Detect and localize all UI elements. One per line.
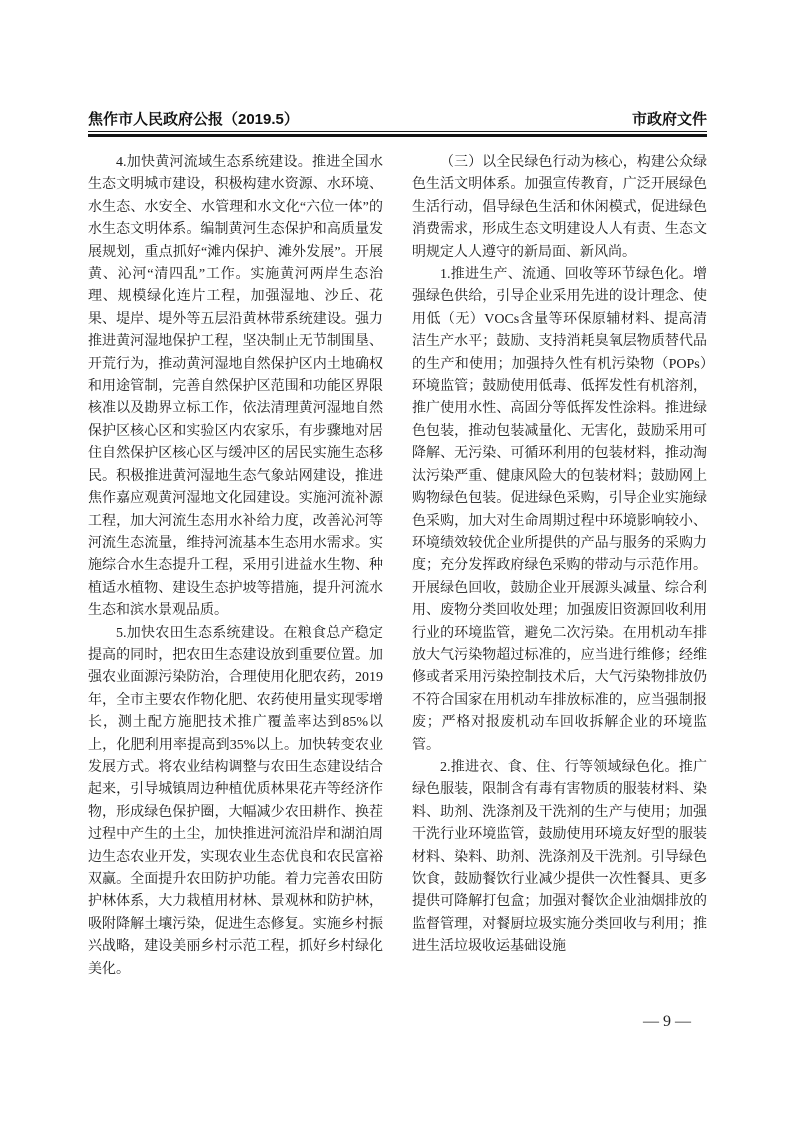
header-divider [88,131,707,137]
paragraph: 4.加快黄河流域生态系统建设。推进全国水生态文明城市建设，积极构建水资源、水环境、水生态、水安全、水管理和水文化“六位一体”的水生态文明体系。编制黄河生态保护和高质量发展规划，重点抓好“滩内保护、滩外发展”。开展黄、沁河“清四乱”工作。实施黄河两岸生态治理、规模绿化连片工程，加强湿地、沙丘、花果、堤岸、堤外等五层沿黄林带系统建设。强力推进黄河湿地保护工程，坚决制止无节制围垦、开荒行为，推动黄河湿地自然保护区内土地确权和用途管制，完善自然保护区范围和功能区界限核准以及勘界立标工作，依法清理黄河湿地自然保护区核心区和实验区内农家乐，有步骤地对居住自然保护区核心区与缓冲区的居民实施生态移民。积极推进黄河湿地生态气象站网建设，推进焦作嘉应观黄河湿地文化园建设。实施河流补源工程，加大河流生态用水补给力度，改善沁河等河流生态流量，维持河流基本生态用水需求。实施综合水生态提升工程，采用引进益水生物、种植适水植物、建设生态护坡等措施，提升河流水生态和滨水景观品质。 [88,155,383,619]
page-number: — 9 — [643,1013,691,1030]
paragraph: 2.推进衣、食、住、行等领域绿色化。推广绿色服装，限制含有毒有害物质的服装材料、染料、助剂、洗涤剂及干洗剂的生产与使用；加强干洗行业环境监管，鼓励使用环境友好型的服装材料、染料、助剂、洗涤剂及干洗剂。引导绿色饮食，鼓励餐饮行业减少提供一次性餐具、更多提供可降解打包盒；加强对餐饮企业油烟排放的监督管理，对餐厨垃圾实施分类回收与利用；推进生活垃圾收运基础设施 [412,759,707,955]
header-right-title: 市政府文件 [631,111,707,128]
page-header [88,111,707,131]
paragraph: （三）以全民绿色行动为核心，构建公众绿色生活文明体系。加强宣传教育，广泛开展绿色生活行动，倡导绿色生活和休闲模式，促进绿色消费需求，形成生态文明建设人人有责、生态文明规定人人遵守的新局面、新风尚。 [412,155,707,260]
paragraph: 5.加快农田生态系统建设。在粮食总产稳定提高的同时，把农田生态建设放到重要位置。加强农业面源污染防治，合理使用化肥农药，2019年，全市主要农作物化肥、农药使用量实现零增长，测土配方施肥技术推广覆盖率达到85%以上，化肥利用率提高到35%以上。加快转变农业发展方式。将农业结构调整与农田生态建设结合起来，引导城镇周边种植优质林果花卉等经济作物，形成绿色保护圈，大幅减少农田耕作、换茬过程中产生的土尘，加快推进河流沿岸和湖泊周边生态农业开发，实现农业生态优良和农民富裕双赢。全面提升农田防护功能。着力完善农田防护林体系，大力栽植用材林、景观林和防护林，吸附降解土壤污染，促进生态修复。实施乡村振兴战略，建设美丽乡村示范工程，抓好乡村绿化美化。 [88,625,383,977]
page-content [88,111,707,981]
text-columns [88,152,707,981]
header-left-title: 焦作市人民政府公报（2019.5） [88,111,299,128]
right-column [412,152,707,981]
paragraph: 1.推进生产、流通、回收等环节绿色化。增强绿色供给，引导企业采用先进的设计理念、使用低（无）VOCs含量等环保原辅材料、提高清洁生产水平；鼓励、支持消耗臭氧层物质替代品的生产和使用；加强持久性有机污染物（POPs）环境监管；鼓励使用低毒、低挥发性有机溶剂，推广使用水性、高固分等低挥发性涂料。推进绿色包装，推动包装减量化、无害化，鼓励采用可降解、无污染、可循环利用的包装材料，推动淘汰污染严重、健康风险大的包装材料；鼓励网上购物绿色包装。促进绿色采购，引导企业实施绿色采购，加大对生命周期过程中环境影响较小、环境绩效较优企业所提供的产品与服务的采购力度；充分发挥政府绿色采购的带动与示范作用。开展绿色回收，鼓励企业开展源头减量、综合利用、废物分类回收处理；加强废旧资源回收利用行业的环境监管，避免二次污染。在用机动车排放大气污染物超过标准的，应当进行维修；经维修或者采用污染控制技术后，大气污染物排放仍不符合国家在用机动车排放标准的，应当强制报废；严格对报废机动车回收拆解企业的环境监管。 [412,267,707,753]
left-column [88,152,383,981]
